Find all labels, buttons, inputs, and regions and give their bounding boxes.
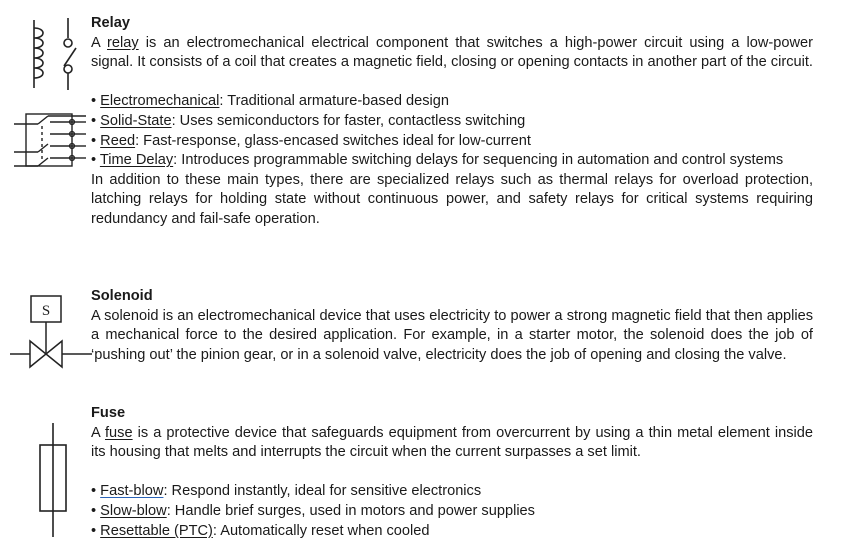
list-item: • Solid-State: Uses semiconductors for faster, contactless switching bbox=[91, 112, 526, 129]
list-item: • Fast-blow: Respond instantly, ideal for sensitive electronics bbox=[91, 483, 482, 500]
fuse-link[interactable]: fuse bbox=[105, 424, 133, 441]
list-item: • Slow-blow: Handle brief surges, used in motors and power supplies bbox=[91, 502, 535, 519]
fuse-icon bbox=[36, 423, 70, 537]
solenoid-heading: Solenoid bbox=[91, 288, 153, 304]
solenoid-symbol-letter: S bbox=[41, 303, 51, 319]
fuse-type-link[interactable]: Fast-blow bbox=[100, 483, 164, 500]
fuse-types-list bbox=[91, 482, 813, 541]
relay-intro: A relay is an electromechanical electrical component that switches a high-power circuit using a low-power signal. It consists of a coil that creates a magnetic field, closing or opening contacts in another part of the circuit. bbox=[91, 34, 813, 71]
fuse-type-link[interactable]: Resettable (PTC) bbox=[100, 522, 213, 539]
relay-type-link[interactable]: Reed bbox=[100, 132, 136, 149]
relay-coil-icon bbox=[28, 16, 80, 92]
relay-type-link[interactable]: Electromechanical bbox=[100, 93, 220, 110]
relay-extra-paragraph: In addition to these main types, there are specialized relays such as thermal relays for overload protection, latching relays for holding state without continuous power, and safety relays for critical systems requiring redundancy and fail-safe operation. bbox=[91, 171, 813, 227]
fuse-heading: Fuse bbox=[91, 405, 126, 421]
solenoid-section bbox=[91, 287, 813, 365]
fuse-type-link[interactable]: Slow-blow bbox=[100, 502, 167, 519]
solenoid-valve-icon bbox=[10, 293, 92, 373]
relay-type-link[interactable]: Time Delay bbox=[99, 152, 174, 169]
list-item: • Resettable (PTC): Automatically reset when cooled bbox=[91, 522, 430, 539]
relay-type-link[interactable]: Solid-State bbox=[100, 112, 172, 129]
fuse-section bbox=[91, 404, 813, 541]
list-item: • Electromechanical: Traditional armature-based design bbox=[91, 93, 449, 110]
relay-heading: Relay bbox=[91, 15, 130, 31]
relay-types-list bbox=[91, 92, 813, 170]
relay-contacts-icon bbox=[14, 112, 86, 170]
relay-section bbox=[91, 14, 813, 230]
relay-link[interactable]: relay bbox=[107, 34, 139, 51]
list-item: • Reed: Fast-response, glass-encased switches ideal for low-current bbox=[91, 132, 531, 149]
solenoid-body: A solenoid is an electromechanical device that uses electricity to power a strong magnetic field that then applies a mechanical force to the desired application. For example, in a starter motor, the solenoid does the job of ‘pushing out’ the pinion gear, or in a solenoid valve, electricity does the job of opening and closing the valve. bbox=[91, 307, 813, 363]
list-item: • Time Delay: Introduces programmable switching delays for sequencing in automation and control systems bbox=[91, 152, 784, 169]
fuse-intro: A fuse is a protective device that safeguards equipment from overcurrent by using a thin metal element inside its housing that melts and interrupts the circuit when the current surpasses a set limit. bbox=[91, 424, 814, 461]
